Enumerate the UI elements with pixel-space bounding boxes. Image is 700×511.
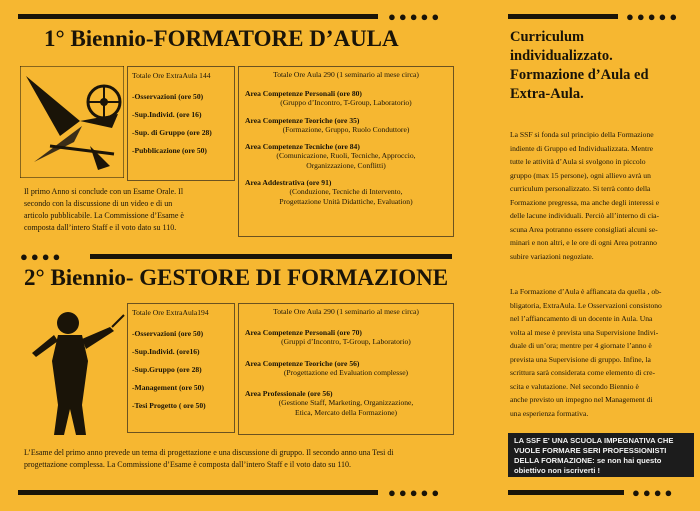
top-rule-right [508, 14, 618, 19]
section1-area-title: Area Competenze Personali (ore 80) [245, 89, 362, 99]
section1-title: 1° Biennio-FORMATORE D’AULA [44, 26, 399, 51]
sidebar-para2-line: duale di un’ora; mentre per 4 giornate l’anno è [510, 341, 652, 351]
section2-exam-line: progettazione complessa. La Commissione d’Esame è composta dall’intero Staff e il voto dato su 110. [24, 460, 352, 469]
sidebar-para2-line: volta al mese è prevista una Supervisione Indivi- [510, 327, 659, 337]
section1-exam-line: articolo pubblicabile. La Commissione d’Esame è [24, 211, 184, 220]
sidebar-para1-line: curriculum personalizzato. Si terrà conto della [510, 184, 651, 194]
section1-exam-text [24, 186, 236, 234]
notice-line: obiettivo non iscriverti ! [514, 465, 601, 475]
section2-area-title: Area Professionale (ore 56) [245, 389, 333, 399]
section1-aula-box [238, 66, 454, 237]
section1-extra-item: -Sup. di Gruppo (ore 28) [132, 128, 212, 138]
section1-extraula-box [127, 66, 235, 181]
sidebar-paragraph-2 [510, 285, 692, 420]
sidebar-title-line: individualizzato. [510, 48, 613, 65]
section2-aula-header: Totale Ore Aula 290 (1 seminario al mese circa) [273, 307, 419, 316]
section2-aula-box [238, 303, 454, 435]
sidebar-para1-line: La SSF si fonda sul principio della Formazione [510, 130, 654, 139]
notice-line: DELLA FORMAZIONE: se non hai questo [514, 455, 662, 465]
section1-area-title: Area Competenze Teoriche (ore 35) [245, 115, 360, 125]
section2-area [241, 359, 451, 377]
bottom-rule-right [508, 490, 624, 495]
section2-extra-item: -Sup.Individ. (ore16) [132, 347, 200, 357]
section1-area [241, 116, 451, 134]
sidebar-para2-line: La Formazione d’Aula è affiancata da quella , ob- [510, 287, 662, 296]
airplane-illustration [20, 66, 124, 178]
sidebar-title [510, 28, 690, 105]
sidebar-paragraph-1 [510, 128, 692, 263]
sidebar-para2-line: scita e valutazione. Nel secondo Biennio è [510, 381, 639, 391]
section1-area-title: Area Addestrativa (ore 91) [245, 178, 332, 188]
section2-title: 2° Biennio- GESTORE DI FORMAZIONE [24, 265, 449, 290]
section2-extra-item: -Osservazioni (ore 50) [132, 329, 204, 339]
section2-extraula-box [127, 303, 235, 433]
sidebar-para2-line: scrittura sarà considerata come elemento di cre- [510, 368, 656, 378]
section1-area-desc: (Formazione, Gruppo, Ruolo Conduttore) [282, 124, 410, 134]
section1-area-desc: Progettazione Unità Didattiche, Evaluation) [279, 196, 413, 206]
section1-extra-item: -Sup.Individ. (ore 16) [132, 110, 202, 120]
sidebar-notice-box [508, 433, 694, 477]
section1-exam-line: Il primo Anno si conclude con un Esame Orale. Il [24, 187, 184, 196]
sidebar-para2-line: prevista una Supervisione di gruppo. Infine, la [510, 354, 651, 364]
section2-area-desc: (Gruppi d’Incontro, T-Group, Laboratorio) [281, 337, 411, 347]
section1-area-desc: (Gruppo d’Incontro, T-Group, Laboratorio) [280, 98, 412, 108]
section2-extra-item: -Tesi Progetto ( ore 50) [132, 401, 206, 411]
section2-exam-line: L’Esame del primo anno prevede un tema di progettazione e una discussione di gruppo. Il secondo anno una Tesi di [24, 448, 394, 457]
sidebar-para1-line: scuna Area potranno essere consigliati alcuni se- [510, 224, 658, 234]
section1-aula-header: Totale Ore Aula 290 (1 seminario al mese circa) [273, 70, 419, 79]
section2-area-title: Area Competenze Teoriche (ore 56) [245, 358, 360, 368]
section1-area [241, 142, 451, 170]
middle-rule [90, 254, 452, 259]
notice-line: VUOLE FORMARE SERI PROFESSIONISTI [514, 445, 667, 455]
sidebar-para2-line: bligatoria, ExtraAula. Le Osservazioni consistono [510, 300, 662, 310]
section1-extra-item: -Osservazioni (ore 50) [132, 92, 204, 102]
sidebar-para1-line: subire variazioni negoziate. [510, 251, 594, 261]
section1-exam-line: secondo con la discussione di un video e di un [24, 199, 173, 208]
notice-line: LA SSF E' UNA SCUOLA IMPEGNATIVA CHE [514, 436, 674, 445]
sidebar-para2-line: nel l’affiancamento di un docente in Aula. Una [510, 314, 653, 324]
sidebar-para1-line: delle lacune individuali. Perciò all’interno di cia- [510, 211, 660, 221]
dots-bottom-left: ●●●●● [388, 485, 443, 500]
dots-bottom-right: ●●●● [632, 485, 676, 500]
sidebar-para2-line: anche previsto un impegno nel Management di [510, 395, 653, 405]
section2-extra-item: -Sup.Gruppo (ore 28) [132, 365, 202, 375]
section2-extraula-header: Totale Ore ExtraAula194 [132, 308, 209, 317]
sidebar-title-line: Curriculum [510, 29, 585, 45]
section1-extraula-header: Totale Ore ExtraAula 144 [132, 71, 211, 80]
section2-area-title: Area Competenze Personali (ore 70) [245, 328, 362, 338]
sidebar-title-line: Formazione d’Aula ed [510, 67, 649, 84]
dots-top-right: ●●●●● [626, 9, 681, 24]
section1-area [241, 89, 451, 107]
section2-area-desc: Etica, Mercato della Formazione) [294, 407, 398, 417]
section2-exam-text [24, 447, 464, 471]
sidebar-title-line: Extra-Aula. [510, 86, 584, 103]
bottom-rule-left [18, 490, 378, 495]
section2-area [241, 328, 451, 346]
section2-area-desc: (Gestione Staff, Marketing, Organizzazione, [278, 398, 414, 408]
dots-middle-left: ●●●● [20, 249, 64, 264]
section1-extra-item: -Pubblicazione (ore 50) [132, 146, 207, 156]
top-rule-left [18, 14, 378, 19]
section1-area-desc: (Conduzione, Tecniche di Intervento, [289, 187, 403, 197]
section1-area-desc: (Comunicazione, Ruoli, Tecniche, Approccio, [276, 151, 416, 161]
conductor-silhouette [22, 305, 126, 437]
section1-area-title: Area Competenze Tecniche (ore 84) [245, 142, 360, 152]
dots-top-left: ●●●●● [388, 9, 443, 24]
section1-area [241, 178, 451, 206]
sidebar-para1-line: minari e non altri, e le ore di ogni Area potranno [510, 238, 657, 248]
sidebar-para1-line: indiente di Gruppo ed Individualizzata. Mentre [510, 143, 653, 153]
section1-area-desc: Organizzazione, Conflitti) [306, 160, 386, 170]
section2-extra-item: -Management (ore 50) [132, 383, 204, 393]
section2-area-desc: (Progettazione ed Evaluation complesse) [283, 367, 409, 377]
sidebar-para1-line: Formazione pregressa, ma anche degli interessi e [510, 197, 660, 207]
sidebar-para1-line: tutte le attività d’Aula si svolgono in piccolo [510, 157, 646, 167]
section2-area [241, 389, 451, 417]
section1-exam-line: composta dall’intero Staff e il voto dato su 110. [24, 223, 177, 232]
sidebar-para2-line: una esperienza formativa. [510, 408, 589, 418]
sidebar-para1-line: gruppo (max 15 persone), ogni allievo avrà un [510, 170, 651, 180]
